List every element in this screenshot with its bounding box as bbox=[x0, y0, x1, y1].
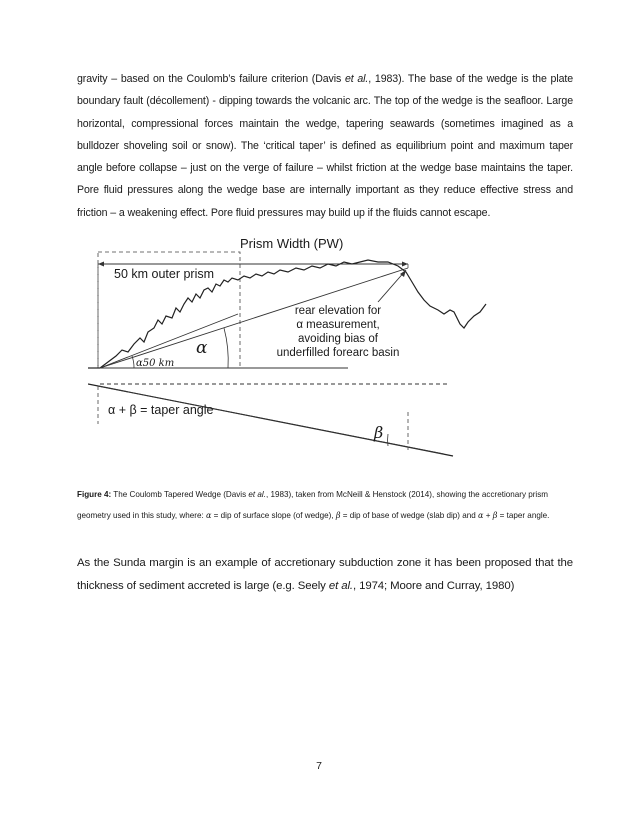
figure-caption bbox=[77, 484, 573, 527]
body-paragraph-1 bbox=[77, 68, 573, 224]
body-paragraph-2 bbox=[77, 552, 573, 597]
text-run: + bbox=[483, 511, 493, 521]
coulomb-wedge-figure bbox=[88, 228, 558, 460]
taper-angle-label: α + β = taper angle bbox=[108, 403, 214, 417]
text-run: The Coulomb Tapered Wedge (Davis bbox=[111, 490, 249, 499]
prism-width-arrowhead-right bbox=[402, 262, 408, 267]
alpha-symbol: α bbox=[205, 510, 212, 521]
text-run: , 1983). The base of the wedge is the plate boundary fault (décollement) - dipping towards the volcanic arc. The top of the wedge is the seafloor. Large horizontal, compressional forces maintain the wedge, tapering seawards (sometimes imagined as a bulldozer shoveling soil or snow). The ‘critical taper’ is defined as equilibrium point and maximum taper angle before collapse – just on the verge of failure – whilst friction at the wedge base maintains the taper. Pore fluid pressures along the wedge base are internally important as they reduce effective stress and friction – a weakening effect. Pore fluid pressures may build up if the fluids cannot escape. bbox=[77, 73, 574, 219]
text-run: = dip of surface slope (of wedge), bbox=[211, 511, 336, 521]
wedge-diagram bbox=[88, 228, 558, 460]
beta-symbol: β bbox=[492, 510, 498, 521]
rear-elevation-line-3: avoiding bias of bbox=[298, 333, 378, 345]
rear-elevation-line-2: α measurement, bbox=[296, 319, 380, 331]
rear-elevation-line-4: underfilled forearc basin bbox=[276, 347, 400, 359]
beta-label: β bbox=[374, 423, 384, 442]
rear-elevation-line-1: rear elevation for bbox=[294, 305, 382, 317]
prism-width-arrowhead-left bbox=[98, 262, 104, 267]
slab-base-line bbox=[98, 386, 444, 454]
alpha-angle-arc bbox=[224, 328, 228, 368]
text-run: gravity – based on the Coulomb’s failure criterion (Davis bbox=[77, 73, 345, 85]
text-run: , 1974; Moore and Curray, 1980) bbox=[352, 579, 515, 592]
text-run-italic: et al. bbox=[328, 579, 353, 592]
text-run: As the Sunda margin is an example of accretionary subduction zone it has been proposed that the thickness of sediment accreted is large (e.g. Seely bbox=[77, 557, 573, 592]
page-number: 7 bbox=[316, 760, 322, 772]
prism-width-label: Prism Width (PW) bbox=[240, 236, 344, 251]
alpha-label: α bbox=[196, 338, 208, 358]
text-run: = taper angle. bbox=[497, 511, 550, 521]
text-run-italic: et al. bbox=[248, 490, 266, 499]
text-run-italic: et al. bbox=[344, 73, 369, 85]
text-run: = dip of base of wedge (slab dip) and bbox=[340, 511, 478, 521]
text-run: , 1983), taken from McNeill & Henstock (2014), showing the accretionary prism geometry used in this study, where: bbox=[77, 490, 549, 521]
alpha50-label: α50 km bbox=[136, 358, 175, 369]
alpha50-angle-arc bbox=[132, 356, 134, 368]
outer-prism-label: 50 km outer prism bbox=[114, 267, 215, 281]
beta-symbol: β bbox=[335, 510, 341, 521]
alpha-symbol: α bbox=[478, 510, 484, 521]
caption-label: Figure 4: bbox=[77, 490, 112, 499]
